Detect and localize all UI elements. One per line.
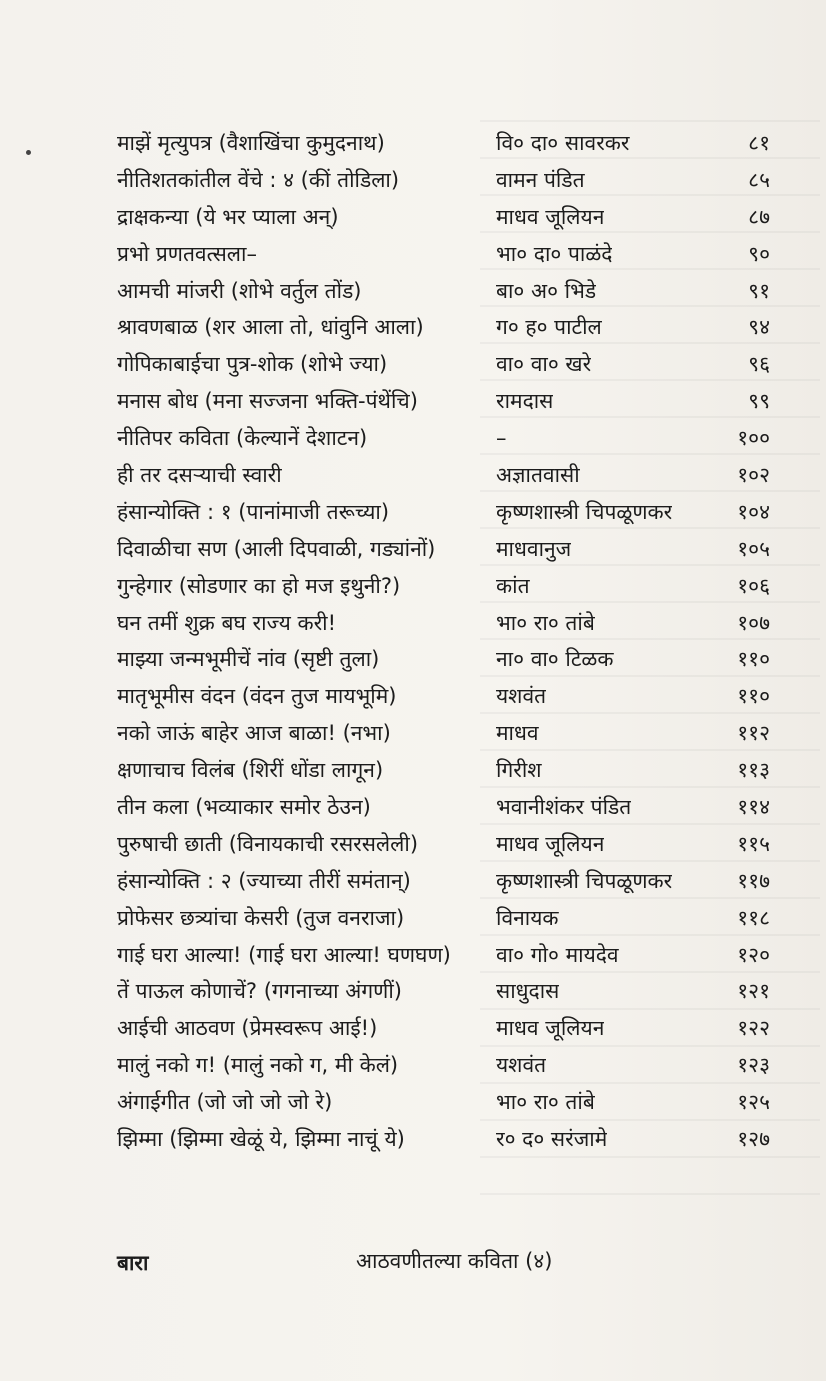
page-number: १०२ xyxy=(737,463,770,488)
page-number: ११३ xyxy=(737,758,770,783)
toc-row xyxy=(0,273,826,310)
poem-title: आमची मांजरी (शोभे वर्तुल तोंड) xyxy=(117,278,362,303)
poet-name: यशवंत xyxy=(496,1053,547,1078)
poem-title: ही तर दसऱ्याची स्वारी xyxy=(117,463,282,488)
page-number: ८५ xyxy=(748,167,770,192)
poem-title: माझ्या जन्मभूमीचें नांव (सृष्टी तुला) xyxy=(117,647,380,672)
poem-title: गोपिकाबाईचा पुत्र-शोक (शोभे ज्या) xyxy=(117,352,388,377)
poet-name: भा० रा० तांबे xyxy=(496,610,595,635)
page-number: ९१ xyxy=(748,278,770,303)
poet-name: भा० रा० तांबे xyxy=(496,1090,595,1115)
toc-row xyxy=(0,309,826,346)
poem-title: मनास बोध (मना सज्जना भक्ति-पंथेंचि) xyxy=(117,389,418,414)
toc-row xyxy=(0,346,826,383)
toc-row xyxy=(0,973,826,1010)
page-number: ११२ xyxy=(737,721,770,746)
toc-row xyxy=(0,125,826,162)
toc-row xyxy=(0,531,826,568)
poet-name: – xyxy=(496,426,507,451)
poem-title: दिवाळीचा सण (आली दिपवाळी, गड्यांनों) xyxy=(117,536,436,561)
toc-row xyxy=(0,457,826,494)
poet-name: र० द० सरंजामे xyxy=(496,1127,608,1152)
toc-row xyxy=(0,1047,826,1084)
poem-title: श्रावणबाळ (शर आला तो, धांवुनि आला) xyxy=(117,315,424,340)
toc-row xyxy=(0,494,826,531)
page-number: १०४ xyxy=(737,499,770,524)
poet-name: भवानीशंकर पंडित xyxy=(496,795,632,820)
poem-title: मातृभूमीस वंदन (वंदन तुज मायभूमि) xyxy=(117,684,397,709)
toc-row xyxy=(0,863,826,900)
toc-row xyxy=(0,641,826,678)
poet-name: साधुदास xyxy=(496,979,560,1004)
poem-title: तें पाऊल कोणाचें? (गगनाच्या अंगणीं) xyxy=(117,979,402,1004)
page-number: ९९ xyxy=(748,389,770,414)
page-number: १०० xyxy=(737,426,770,451)
toc-row xyxy=(0,199,826,236)
page-number: १०७ xyxy=(737,610,770,635)
poem-title: नको जाऊं बाहेर आज बाळा! (नभा) xyxy=(117,721,391,746)
poem-title: नीतिशतकांतील वेंचे : ४ (कीं तोडिला) xyxy=(117,167,400,192)
toc-row xyxy=(0,752,826,789)
page-number: १२१ xyxy=(737,979,770,1004)
page-number: १०६ xyxy=(737,573,770,598)
poet-name: विनायक xyxy=(496,905,559,930)
poet-name: कृष्णशास्त्री चिपळूणकर xyxy=(496,868,673,893)
poem-title: आईची आठवण (प्रेमस्वरूप आई!) xyxy=(117,1016,378,1041)
page-number: १२० xyxy=(737,942,770,967)
toc-row xyxy=(0,162,826,199)
toc-row xyxy=(0,1121,826,1158)
toc-row xyxy=(0,900,826,937)
poet-name: अज्ञातवासी xyxy=(496,463,580,488)
page-number: ११५ xyxy=(737,831,770,856)
poem-title: हंसान्योक्ति : १ (पानांमाजी तरूच्या) xyxy=(117,499,390,524)
book-title: आठवणीतल्या कविता (४) xyxy=(356,1249,553,1273)
poem-title: गुन्हेगार (सोडणार का हो मज इथुनी?) xyxy=(117,573,401,598)
poem-title: घन तमीं शुक्र बघ राज्य करी! xyxy=(117,610,337,635)
toc-row xyxy=(0,383,826,420)
poem-title: गाई घरा आल्या! (गाई घरा आल्या! घणघण) xyxy=(117,942,451,967)
toc-row xyxy=(0,1010,826,1047)
poet-name: माधव जूलियन xyxy=(496,1016,605,1041)
page-number: ९० xyxy=(748,241,770,266)
toc-row xyxy=(0,937,826,974)
toc-row xyxy=(0,789,826,826)
poet-name: ना० वा० टिळक xyxy=(496,647,614,672)
poet-name: माधव xyxy=(496,721,539,746)
poem-title: झिम्मा (झिम्मा खेळूं ये, झिम्मा नाचूं ये) xyxy=(117,1127,405,1152)
page-number: १२७ xyxy=(737,1127,770,1152)
page-number: ८७ xyxy=(748,204,770,229)
page-number: ११४ xyxy=(737,795,770,820)
poet-name: वा० गो० मायदेव xyxy=(496,942,619,967)
poem-title: प्रभो प्रणतवत्सला– xyxy=(117,241,257,266)
poem-title: प्रोफेसर छत्र्यांचा केसरी (तुज वनराजा) xyxy=(117,905,405,930)
poem-title: नीतिपर कविता (केल्यानें देशाटन) xyxy=(117,426,368,451)
toc-row xyxy=(0,605,826,642)
toc-row xyxy=(0,236,826,273)
page-number: ११८ xyxy=(737,905,770,930)
poet-name: भा० दा० पाळंदे xyxy=(496,241,613,266)
poet-name: वि० दा० सावरकर xyxy=(496,131,630,155)
poet-name: कृष्णशास्त्री चिपळूणकर xyxy=(496,499,673,524)
poet-name: बा० अ० भिडे xyxy=(496,278,597,303)
poet-name: कांत xyxy=(496,573,530,598)
poem-title: पुरुषाची छाती (विनायकाची रसरसलेली) xyxy=(117,831,419,856)
poem-title: अंगाईगीत (जो जो जो जो रे) xyxy=(117,1090,333,1115)
poem-title: मालुं नको ग! (मालुं नको ग, मी केलं) xyxy=(117,1053,399,1078)
poet-name: गिरीश xyxy=(496,758,542,783)
poet-name: यशवंत xyxy=(496,684,547,709)
toc-row xyxy=(0,568,826,605)
page-number: १२५ xyxy=(737,1090,770,1115)
poem-title: क्षणाचाच विलंब (शिरीं धोंडा लागून) xyxy=(117,758,384,783)
page-number: ८१ xyxy=(748,131,770,155)
page-number: १२२ xyxy=(737,1016,770,1041)
page-number: ९६ xyxy=(748,352,770,377)
poet-name: माधवानुज xyxy=(496,536,572,561)
poem-title: माझें मृत्युपत्र (वैशाखिंचा कुमुदनाथ) xyxy=(117,131,385,155)
poem-title: द्राक्षकन्या (ये भर प्याला अन्) xyxy=(117,204,339,229)
table-of-contents xyxy=(0,125,826,1158)
page-number: १२३ xyxy=(737,1053,770,1078)
poet-name: रामदास xyxy=(496,389,554,414)
poet-name: माधव जूलियन xyxy=(496,831,605,856)
page-number: ११७ xyxy=(737,868,770,893)
poet-name: माधव जूलियन xyxy=(496,204,605,229)
toc-row xyxy=(0,826,826,863)
page-number: १०५ xyxy=(737,536,770,561)
page-number: ११० xyxy=(737,647,770,672)
poet-name: वा० वा० खरे xyxy=(496,352,592,377)
toc-row xyxy=(0,715,826,752)
poem-title: तीन कला (भव्याकार समोर ठेउन) xyxy=(117,795,371,820)
toc-row xyxy=(0,1084,826,1121)
poet-name: वामन पंडित xyxy=(496,167,585,192)
toc-row xyxy=(0,420,826,457)
page-label: बारा xyxy=(117,1251,149,1275)
poem-title: हंसान्योक्ति : २ (ज्याच्या तीरीं समंतान्) xyxy=(117,868,411,893)
page-number: ११० xyxy=(737,684,770,709)
page-number: ९४ xyxy=(748,315,770,340)
poet-name: ग० ह० पाटील xyxy=(496,315,602,340)
toc-row xyxy=(0,678,826,715)
